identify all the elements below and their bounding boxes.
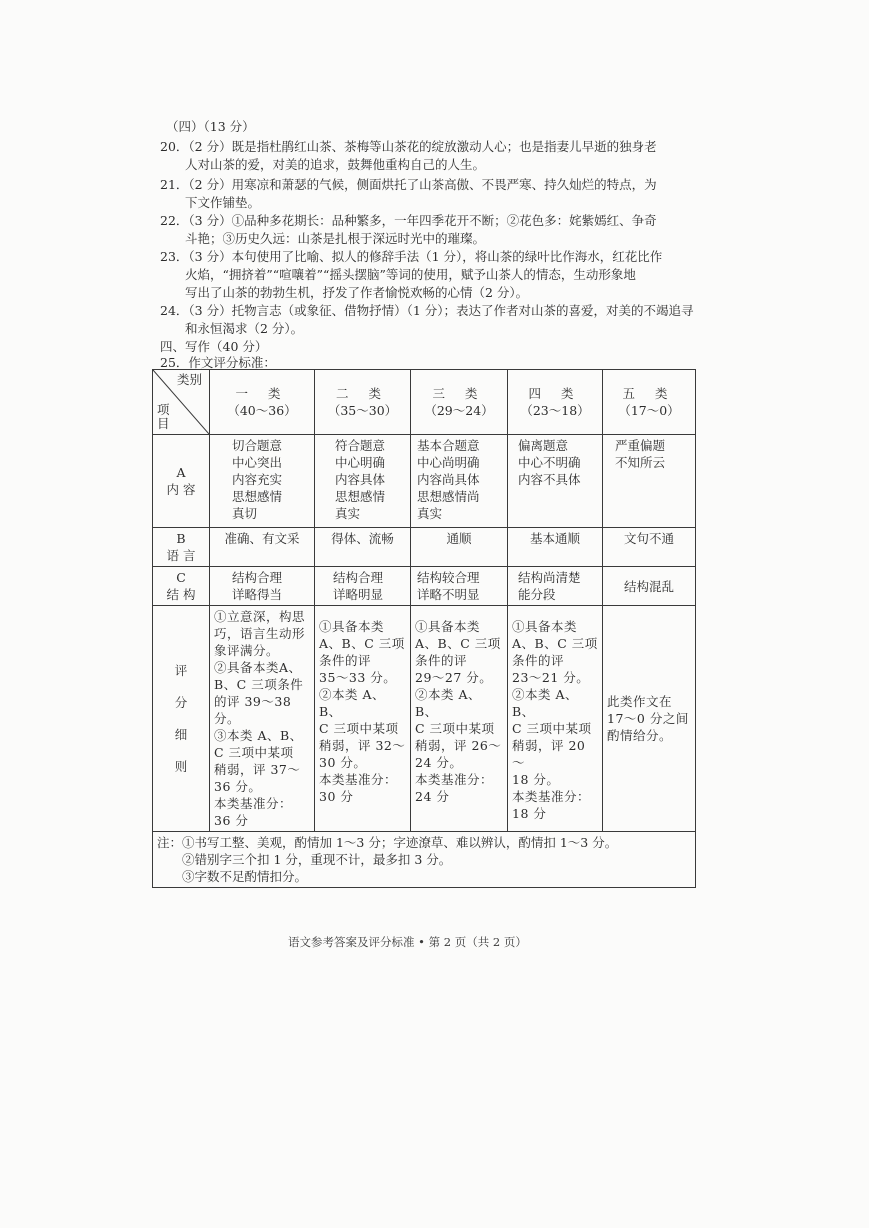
language-cell: 得体、流畅: [315, 528, 411, 567]
class-name: 二 类: [336, 386, 389, 401]
answer-25-title: 25．作文评分标准：: [160, 355, 276, 370]
class-name: 四 类: [528, 386, 582, 401]
page-footer: 语文参考答案及评分标准 • 第 2 页（共 2 页）: [288, 935, 527, 949]
answer-24: 24．（3 分）托物言志（或象征、借物抒情）（1 分）；表达了作者对山茶的喜爱，对美的不竭追寻: [160, 303, 694, 318]
cell-text: 此类作文在 17～0 分之间 酌情给分。: [607, 694, 689, 743]
detail-cell: [603, 606, 696, 832]
corner-class-label: 类别: [177, 372, 203, 387]
cell-text: 结构较合理 详略不明显: [417, 570, 480, 602]
answer-24-cont: 和永恒渴求（2 分）。: [185, 321, 304, 336]
detail-row: [153, 606, 696, 832]
structure-cell: [315, 567, 411, 606]
answer-23-cont1: 火焰，“拥挤着”“喧嚷着”“摇头摆脑”等词的使用，赋予山茶人的情态，生动形象地: [185, 267, 636, 282]
class-name: 一 类: [235, 386, 289, 401]
row-letter: A: [176, 465, 186, 480]
corner-cell: [153, 370, 210, 435]
class-range: （17～0）: [618, 403, 680, 418]
structure-cell: [508, 567, 603, 606]
language-row: [153, 528, 696, 567]
answer-22: 22．（3 分）①品种多花期长：品种繁多，一年四季花开不断；②花色多：姹紫嫣红、争奇: [160, 213, 657, 228]
row-title: 语 言: [166, 548, 196, 563]
section-heading-writing: 四、写作（40 分）: [160, 339, 268, 354]
cell-text: ①具备本类 A、B、C 三项 条件的评 23～21 分。 ②本类 A、B、 C 三项中某项 稍弱，评 20～ 18 分。 本类基准分： 18 分: [512, 619, 598, 821]
row-title: 内 容: [166, 482, 196, 497]
answer-23-cont2: 写出了山茶的勃勃生机，抒发了作者愉悦欢畅的心情（2 分）。: [185, 285, 529, 300]
class-header-5: [603, 370, 696, 435]
class-header-1: [210, 370, 315, 435]
class-header-3: [411, 370, 508, 435]
cell-text: 偏离题意 中心不明确 内容不具体: [518, 438, 581, 487]
row-letter: C: [176, 570, 186, 585]
row-label-content: [153, 435, 210, 528]
corner-item-label: 项目: [157, 402, 170, 431]
language-cell: 文句不通: [603, 528, 696, 567]
notes-cell: [153, 832, 696, 888]
cell-text: ①具备本类 A、B、C 三项 条件的评 29～27 分。 ②本类 A、B、 C 三项中某项 稍弱，评 26～ 24 分。 本类基准分： 24 分: [415, 619, 502, 804]
class-name: 三 类: [432, 386, 486, 401]
cell-text: 基本合题意 中心尚明确 内容尚具体 思想感情尚 真实: [417, 438, 480, 521]
detail-cell: [411, 606, 508, 832]
content-cell: [210, 435, 315, 528]
class-range: （35～30）: [327, 403, 398, 418]
row-label-detail: [153, 606, 210, 832]
language-cell: 基本通顺: [508, 528, 603, 567]
language-cell: 通顺: [411, 528, 508, 567]
note-1: 注：①书写工整、美观，酌情加 1～3 分；字迹潦草、难以辨认，酌情扣 1～3 分。: [157, 835, 618, 850]
cell-text: 结构合理 详略得当: [232, 570, 283, 602]
answer-21-cont: 下文作铺垫。: [185, 195, 261, 210]
class-name: 五 类: [622, 386, 676, 401]
content-row: [153, 435, 696, 528]
row-letter: B: [176, 531, 186, 546]
section-heading-four: （四）（13 分）: [166, 119, 255, 134]
row-title: 结 构: [166, 587, 196, 602]
class-range: （29～24）: [424, 403, 494, 418]
detail-cell: [315, 606, 411, 832]
cell-text: 符合题意 中心明确 内容具体 思想感情 真实: [335, 438, 386, 521]
cell-text: ①立意深，构思 巧，语言生动形 象评满分。 ②具备本类A、 B、C 三项条件 的评 39～38 分。 ③本类 A、B、 C 三项中某项 稍弱，评 37～ 36 分。 本类基准分： 36 分: [214, 609, 306, 828]
class-range: （23～18）: [520, 403, 590, 418]
row-title: 评 分 细 则: [174, 662, 188, 774]
answer-21: 21．（2 分）用寒凉和萧瑟的气候，侧面烘托了山茶高傲、不畏严寒、持久灿烂的特点，为: [160, 177, 657, 192]
cell-text: 结构合理 详略明显: [333, 570, 384, 602]
essay-grading-table: [152, 369, 696, 888]
header-row: [153, 370, 696, 435]
answer-23: 23．（3 分）本句使用了比喻、拟人的修辞手法（1 分），将山茶的绿叶比作海水，红花比作: [160, 249, 663, 264]
structure-cell: [210, 567, 315, 606]
structure-cell: 结构混乱: [603, 567, 696, 606]
row-label-structure: [153, 567, 210, 606]
answer-20-cont: 人对山茶的爱，对美的追求，鼓舞他重构自己的人生。: [185, 157, 486, 172]
notes-row: [153, 832, 696, 888]
content-cell: [315, 435, 411, 528]
content-cell: [411, 435, 508, 528]
structure-cell: [411, 567, 508, 606]
cell-text: ①具备本类 A、B、C 三项 条件的评 35～33 分。 ②本类 A、B、 C 三项中某项 稍弱，评 32～ 30 分。 本类基准分： 30 分: [319, 619, 406, 804]
content-cell: [603, 435, 696, 528]
row-label-language: [153, 528, 210, 567]
cell-text: 切合题意 中心突出 内容充实 思想感情 真切: [232, 438, 283, 521]
answer-22-cont: 斗艳；③历史久远：山茶是扎根于深远时光中的璀璨。: [185, 231, 486, 246]
cell-text: 结构尚清楚 能分段: [518, 570, 581, 602]
cell-text: 严重偏题 不知所云: [615, 438, 666, 470]
detail-cell: [210, 606, 315, 832]
structure-row: [153, 567, 696, 606]
class-header-4: [508, 370, 603, 435]
note-3: ③字数不足酌情扣分。: [157, 869, 308, 884]
note-2: ②错别字三个扣 1 分，重现不计，最多扣 3 分。: [157, 852, 452, 867]
answer-20: 20．（2 分）既是指杜鹃红山茶、茶梅等山茶花的绽放激动人心；也是指妻儿早逝的独身老: [160, 139, 657, 154]
language-cell: 准确、有文采: [210, 528, 315, 567]
class-header-2: [315, 370, 411, 435]
content-cell: [508, 435, 603, 528]
class-range: （40～36）: [227, 403, 297, 418]
detail-cell: [508, 606, 603, 832]
